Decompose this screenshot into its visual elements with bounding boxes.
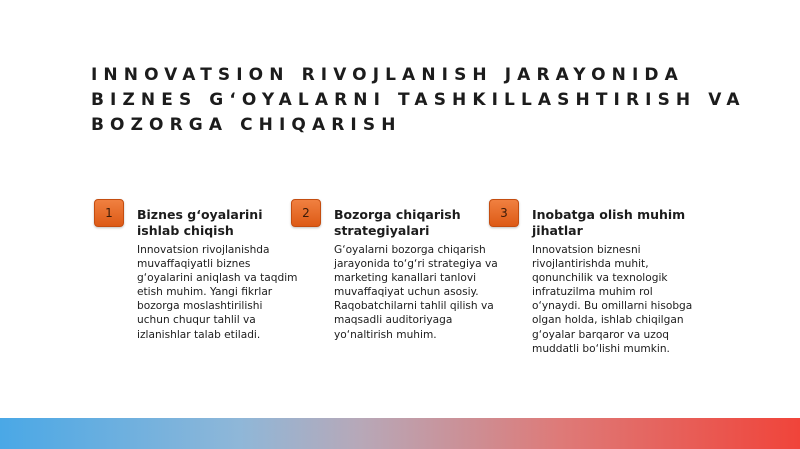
step-title [532, 207, 686, 239]
step-title [137, 207, 287, 239]
step-description-line: muvaffaqiyatli biznes [137, 258, 251, 271]
step-title-line: jihatlar [532, 223, 583, 238]
step-description-line: jarayonida to‘g‘ri strategiya va [334, 258, 498, 271]
step-description-line: marketing kanallari tanlovi [334, 272, 477, 285]
step-description [334, 243, 498, 342]
step-description-line: Innovatsion biznesni [532, 244, 641, 256]
step-title-line: Biznes g‘oyalarini [137, 207, 263, 222]
step-description-line: uchun chuqur tahlil va [137, 314, 256, 327]
step-description-line: rivojlantirishda muhit, [532, 258, 649, 271]
step-title-line: ishlab chiqish [137, 223, 234, 238]
step-description-line: muddatli bo‘lishi mumkin. [532, 342, 670, 355]
step-description-line: maqsadli auditoriyaga [334, 314, 453, 327]
step-description-line: o‘ynaydi. Bu omillarni hisobga [532, 300, 693, 313]
step-description-line: muvaffaqiyat uchun asosiy. [334, 286, 479, 299]
step-description-line: yo‘naltirish muhim. [334, 328, 437, 341]
step-number-badge: 1 [94, 199, 124, 227]
step-description-line: Innovatsion rivojlanishda [137, 244, 270, 256]
title-line: INNOVATSION RIVOJLANISH JARAYONIDA [91, 65, 684, 85]
step-description [137, 243, 298, 342]
step-description-line: Raqobatchilarni tahlil qilish va [334, 300, 494, 313]
step-description-line: g‘oyalar barqaror va uzoq [532, 328, 670, 341]
step-title-line: Inobatga olish muhim [532, 207, 686, 222]
title-line: BIZNES G‘OYALARNI TASHKILLASHTIRISH VA [91, 90, 746, 110]
step-number-badge: 3 [489, 199, 519, 227]
step-title [334, 207, 484, 239]
bottom-gradient-bar [0, 418, 800, 449]
step-description-line: g‘oyalarini aniqlash va taqdim [137, 272, 298, 285]
step-description-line: bozorga moslashtirilishi [137, 300, 263, 313]
step-description-line: olgan holda, ishlab chiqilgan [532, 314, 684, 327]
step-number-badge: 2 [291, 199, 321, 227]
step-description-line: infratuzilma muhim rol [532, 286, 653, 299]
step-description-line: izlanishlar talab etiladi. [137, 328, 261, 341]
slide-title [91, 63, 781, 138]
step-description-line: G‘oyalarni bozorga chiqarish [334, 244, 486, 256]
title-line: BOZORGA CHIQARISH [91, 115, 402, 135]
step-description-line: qonunchilik va texnologik [532, 272, 668, 285]
step-title-line: Bozorga chiqarish [334, 207, 461, 222]
step-description-line: etish muhim. Yangi fikrlar [137, 286, 273, 299]
step-title-line: strategiyalari [334, 223, 430, 238]
step-description [532, 243, 693, 356]
